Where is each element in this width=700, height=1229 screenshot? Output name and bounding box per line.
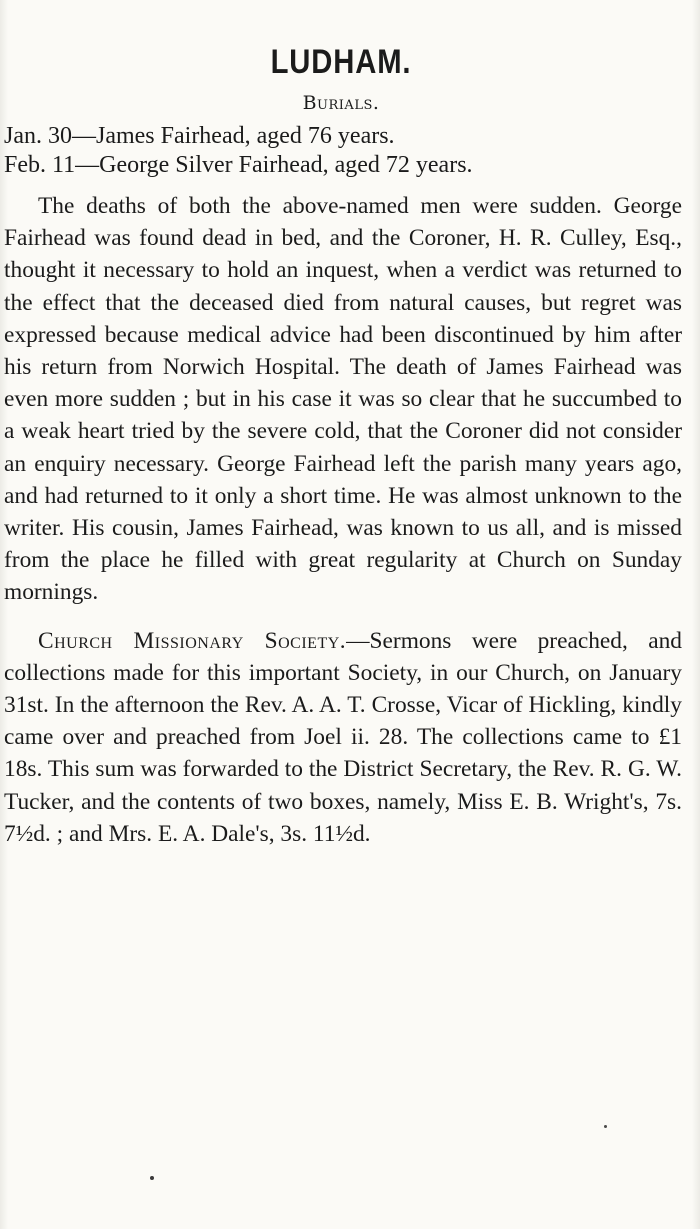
burial-entry-1: Jan. 30—James Fairhead, aged 76 years. bbox=[4, 123, 395, 149]
print-speck bbox=[604, 1125, 607, 1128]
page-title: LUDHAM. bbox=[270, 43, 412, 81]
article bbox=[0, 40, 700, 850]
paragraph-cms bbox=[0, 625, 682, 850]
section-heading-burials: Burials. bbox=[302, 92, 380, 114]
burial-entry-2: Feb. 11—George Silver Fairhead, aged 72 years. bbox=[4, 152, 473, 178]
paragraph-deaths: The deaths of both the above-named men were sudden. George Fairhead was found dead in bed, and the Coroner, H. R. Culley, Esq., thought it necessary to hold an inquest, when a verdict was returned to the effect that the deceased died from natural causes, but regret was expressed because medical advice had been discontinued by him after his return from Norwich Hospital. The death of James Fairhead was even more sudden ; but in his case it was so clear that he succumbed to a weak heart tried by the severe cold, that the Coroner did not consider an enquiry necessary. George Fairhead left the parish many years ago, and had returned to it only a short time. He was almost unknown to the writer. His cousin, James Fairhead, was known to us all, and is missed from the place he filled with great regularity at Church on Sunday mornings. bbox=[4, 193, 682, 606]
paragraph-cms-heading: Church Missionary Society. bbox=[38, 627, 347, 654]
paragraph-cms-body: —Sermons were preached, and collections made for this important Society, in our Church, on January 31st. In the afternoon the Rev. A. A. T. Crosse, Vicar of Hickling, kindly came over and preached from Joel ii. 28. The collections came to £1 18s. This sum was forwarded to the District Secretary, the Rev. R. G. W. Tucker, and the contents of two boxes, namely, Miss E. B. Wright's, 7s. 7½d. ; and Mrs. E. A. Dale's, 3s. 11½d. bbox=[4, 627, 682, 847]
print-speck bbox=[150, 1176, 154, 1180]
